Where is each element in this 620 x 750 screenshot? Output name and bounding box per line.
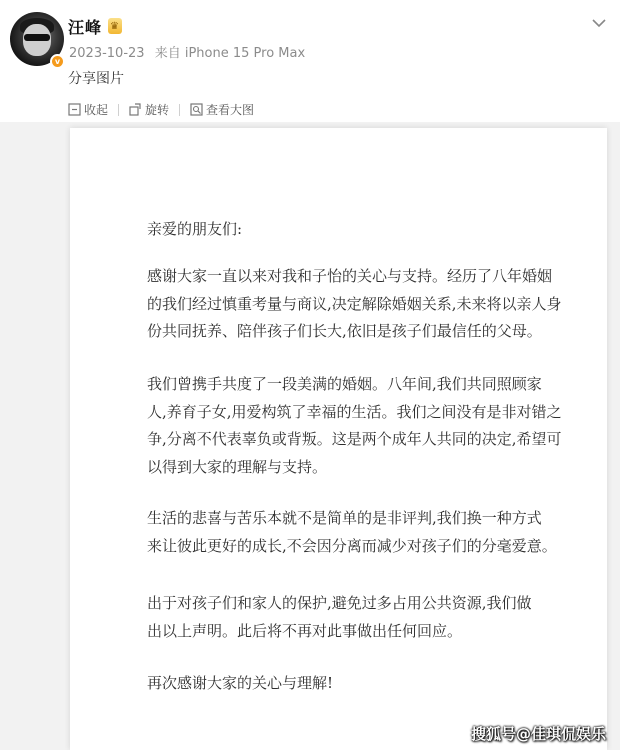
letter-line: 以得到大家的理解与支持。: [147, 457, 328, 476]
divider: [179, 104, 180, 116]
post-header: [8, 10, 620, 66]
letter-line: 人,养育子女,用爱构筑了幸福的生活。我们之间没有是非对错之: [147, 402, 562, 421]
rotate-label: 旋转: [145, 103, 170, 117]
view-large-label: 查看大图: [206, 103, 255, 117]
post-meta: [69, 42, 305, 61]
post-date[interactable]: 2023-10-23: [69, 46, 145, 61]
letter-paragraph: [147, 590, 603, 645]
letter-line: 份共同抚养、陪伴孩子们长大,依旧是孩子们最信任的父母。: [147, 322, 542, 340]
letter-image[interactable]: [70, 128, 607, 750]
letter-closing: 再次感谢大家的关心与理解!: [147, 674, 334, 692]
collect-button[interactable]: [68, 101, 108, 118]
letter-line: 出于对孩子们和家人的保护,避免过多占用公共资源,我们做: [147, 594, 532, 612]
chevron-down-icon[interactable]: [590, 14, 608, 32]
letter-paragraph: [147, 371, 603, 481]
letter-line: 的我们经过慎重考量与商议,决定解除婚姻关系,未来将以亲人身: [147, 294, 562, 313]
rotate-icon: [129, 103, 142, 116]
divider: [118, 104, 119, 116]
letter-line: 生活的悲喜与苦乐本就不是简单的是非评判,我们换一种方式: [147, 509, 542, 527]
name-row: [68, 16, 122, 36]
zoom-icon: [190, 103, 203, 116]
letter-greeting: 亲爱的朋友们:: [147, 220, 243, 238]
rotate-button[interactable]: [129, 101, 169, 118]
user-name[interactable]: 汪峰: [68, 17, 103, 37]
member-crown-icon[interactable]: ♛: [108, 18, 122, 34]
letter-paragraph: [147, 505, 603, 560]
avatar-glasses: [24, 34, 50, 41]
letter-line: 争,分离不代表辜负或背叛。这是两个成年人共同的决定,希望可: [147, 430, 562, 448]
post-caption: 分享图片: [68, 71, 124, 87]
view-large-button[interactable]: [190, 101, 254, 118]
post-source: 来自 iPhone 15 Pro Max: [154, 46, 306, 61]
watermark: 搜狐号@佳琪侃娱乐: [470, 725, 606, 743]
verified-badge-icon: v: [50, 54, 65, 69]
letter-line: 出以上声明。此后将不再对此事做出任何回应。: [147, 621, 463, 640]
collapse-icon: [68, 103, 81, 116]
letter-paragraph: [147, 263, 603, 346]
letter-line: 感谢大家一直以来对我和子怡的关心与支持。经历了八年婚姻: [147, 267, 553, 285]
letter-line: 我们曾携手共度了一段美满的婚姻。八年间,我们共同照顾家: [147, 375, 542, 393]
collect-label: 收起: [84, 103, 109, 117]
image-actions: [68, 101, 254, 118]
letter-line: 来让彼此更好的成长,不会因分离而减少对孩子们的分毫爱意。: [147, 536, 557, 555]
